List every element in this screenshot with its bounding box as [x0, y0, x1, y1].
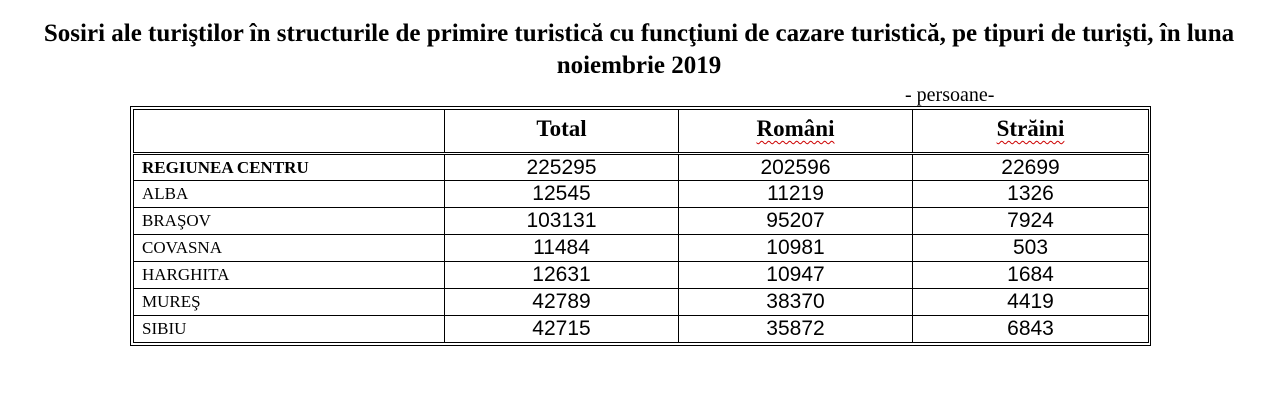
header-straini — [913, 110, 1149, 154]
row-straini: 1326 — [913, 181, 1149, 208]
row-total: 225295 — [445, 154, 679, 181]
table-header-row — [134, 110, 1149, 154]
table-row — [134, 289, 1149, 316]
row-name: REGIUNEA CENTRU — [134, 154, 445, 181]
row-romani: 35872 — [679, 316, 913, 343]
row-name: MUREŞ — [134, 289, 445, 316]
table-row — [134, 316, 1149, 343]
header-romani-label: Români — [756, 116, 835, 141]
row-romani: 10981 — [679, 235, 913, 262]
row-total: 103131 — [445, 208, 679, 235]
header-romani — [679, 110, 913, 154]
row-straini: 6843 — [913, 316, 1149, 343]
row-total: 11484 — [445, 235, 679, 262]
row-total: 42715 — [445, 316, 679, 343]
arrivals-table — [133, 109, 1149, 343]
table-row — [134, 262, 1149, 289]
row-total: 42789 — [445, 289, 679, 316]
header-empty — [134, 110, 445, 154]
row-name: SIBIU — [134, 316, 445, 343]
row-total: 12631 — [445, 262, 679, 289]
table-row — [134, 208, 1149, 235]
row-total: 12545 — [445, 181, 679, 208]
row-name: COVASNA — [134, 235, 445, 262]
row-romani: 11219 — [679, 181, 913, 208]
row-straini: 22699 — [913, 154, 1149, 181]
header-total: Total — [445, 110, 679, 154]
row-straini: 7924 — [913, 208, 1149, 235]
row-straini: 4419 — [913, 289, 1149, 316]
table-row — [134, 181, 1149, 208]
row-romani: 95207 — [679, 208, 913, 235]
document-title: Sosiri ale turiştilor în structurile de primire turistică cu funcţiuni de cazare turistică, pe tipuri de turişti, în luna noiembrie 2019 — [43, 20, 1235, 79]
row-straini: 1684 — [913, 262, 1149, 289]
row-name: ALBA — [134, 181, 445, 208]
row-romani: 202596 — [679, 154, 913, 181]
row-romani: 38370 — [679, 289, 913, 316]
row-name: HARGHITA — [134, 262, 445, 289]
table-row — [134, 154, 1149, 181]
row-straini: 503 — [913, 235, 1149, 262]
data-table-frame — [130, 106, 1151, 346]
unit-label: - persoane- — [905, 84, 995, 106]
row-name: BRAŞOV — [134, 208, 445, 235]
row-romani: 10947 — [679, 262, 913, 289]
header-straini-label: Străini — [996, 116, 1065, 141]
table-row — [134, 235, 1149, 262]
